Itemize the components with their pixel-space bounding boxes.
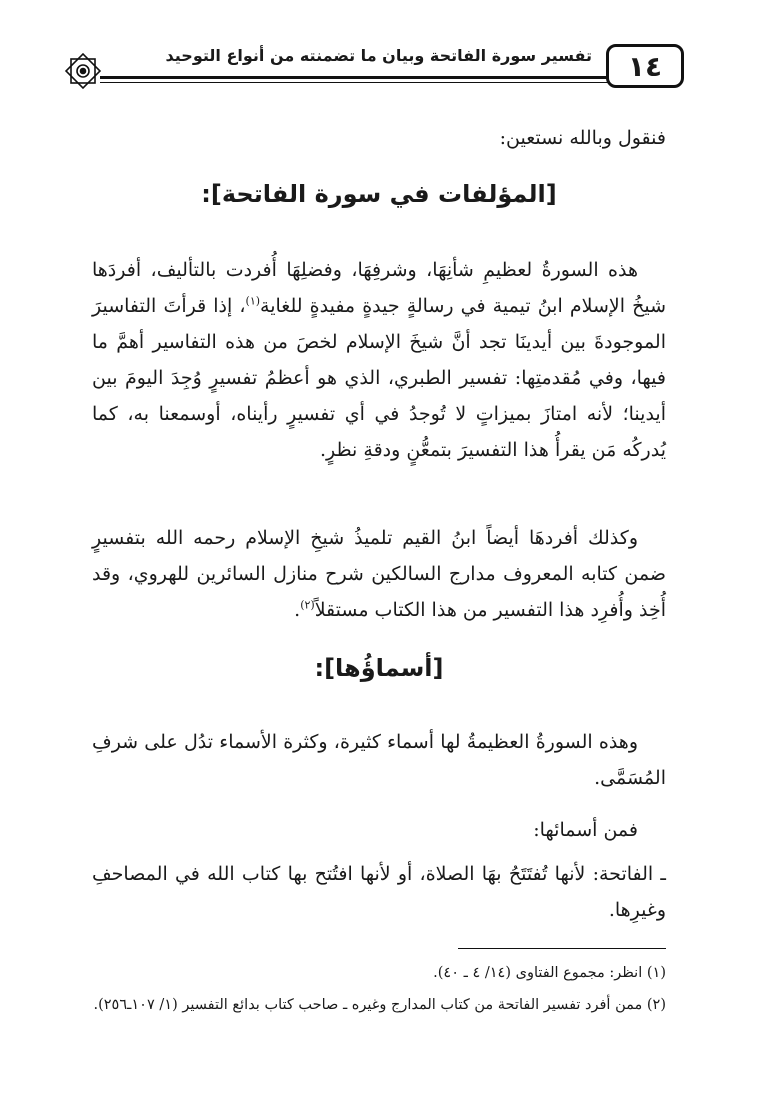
- ornament-icon: [62, 50, 104, 92]
- paragraph-text: فمن أسمائها:: [533, 819, 638, 841]
- paragraph-end: .: [294, 599, 301, 621]
- paragraph-text-cont: ، إذا قرأتَ التفاسيرَ الموجودةَ بين أيدينَا تجد أنَّ شيخَ الإسلام لخصَ من هذه التفاسير أهمَّ ما فيها، وفي مُقدمتِها: تفسير الطبري، الذي هو أعظمُ تفسيرٍ وُجِدَ اليومَ بين أيدينا؛ لأنه امتازَ بميزاتٍ لا تُوجدُ في أي تفسيرٍ رأيناه، أوسمعنا به، كما يُدركُه مَن يقرأُ هذا التفسيرَ بتمعُّنٍ ودقةِ نظرٍ.: [92, 295, 666, 461]
- paragraph-names-3: [92, 856, 666, 928]
- running-title: تفسير سورة الفاتحة وبيان ما تضمنته من أنواع التوحيد: [165, 46, 592, 65]
- footnote-2: (٢) ممن أفرد تفسير الفاتحة من كتاب المدارج وغيره ـ صاحب كتاب بدائع التفسير (١/ ١٠٧ـ٢٥٦).: [93, 997, 666, 1013]
- opening-line: [92, 120, 666, 156]
- section-heading-works: [المؤلفات في سورة الفاتحة]:: [201, 180, 557, 208]
- header-rule-thin: [100, 82, 608, 83]
- paragraph-text: وهذه السورةُ العظيمةُ لها أسماء كثيرة، وكثرة الأسماء تدُل على شرفِ المُسَمَّى.: [92, 731, 666, 789]
- footnote-ref-1: (١): [245, 294, 261, 308]
- paragraph-names-2: [92, 812, 666, 848]
- section-heading-names: [أسماؤُها]:: [314, 654, 444, 682]
- paragraph-works-1: [92, 252, 666, 468]
- opening-line-text: فنقول وبالله نستعين:: [499, 127, 666, 149]
- page-header: [62, 40, 684, 102]
- footnote-separator: [458, 948, 666, 949]
- paragraph-text: ـ الفاتحة: لأنها تُفتَتَحُ بهَا الصلاة، أو لأنها افتُتح بها كتاب الله في المصاحفِ وغيرِها.: [92, 863, 666, 921]
- page-number: ١٤: [606, 44, 684, 88]
- paragraph-text: وكذلك أفردهَا أيضاً ابنُ القيم تلميذُ شيخِ الإسلام رحمه الله بتفسيرٍ ضمن كتابه المعروف مدارج السالكين شرح منازل السائرين للهروي، وقد أُخِذ وأُفرِد هذا التفسير من هذا الكتاب مستقلاً: [92, 527, 666, 621]
- footnote-1: (١) انظر: مجموع الفتاوى (١٤/ ٤ ـ ٤٠).: [433, 965, 666, 981]
- paragraph-text: هذه السورةُ لعظيمِ شأنِهَا، وشرفِهَا، وفضلِهَا أُفردت بالتأليف، أفردَها شيخُ الإسلام ابنُ تيمية في رسالةٍ جيدةٍ مفيدةٍ للغاية: [92, 259, 666, 317]
- paragraph-names-1: [92, 724, 666, 796]
- paragraph-works-2: [92, 520, 666, 628]
- header-rule: [100, 76, 608, 79]
- footnote-ref-2: (٢): [300, 598, 315, 612]
